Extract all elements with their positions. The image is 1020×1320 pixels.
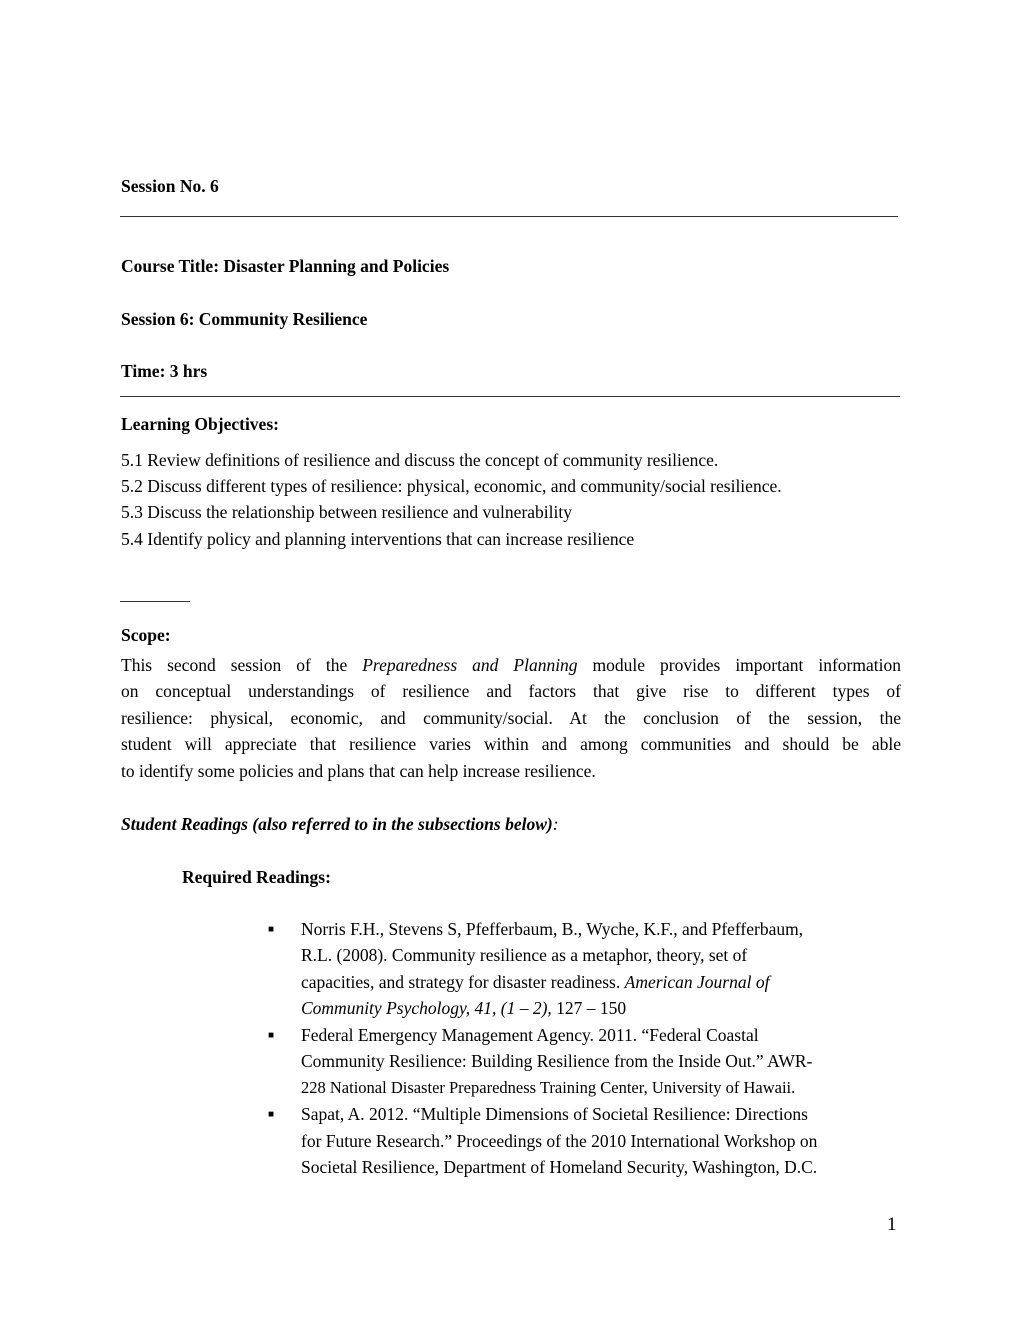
bullet-icon: ■ [268, 1030, 275, 1041]
reading-line: 228 National Disaster Preparedness Training Center, University of Hawaii. [301, 1078, 796, 1097]
objectives-heading: Learning Objectives: [121, 414, 279, 434]
scope-paragraph-line: student will appreciate that resilience varies within and among communities and should be able [121, 734, 901, 754]
divider-top [120, 216, 898, 217]
module-name: Preparedness and Planning [362, 655, 578, 675]
scope-paragraph-line: on conceptual understandings of resilience and factors that give rise to different types of [121, 681, 901, 701]
reading-line: Community Resilience: Building Resilience from the Inside Out.” AWR- [301, 1051, 813, 1071]
reading-line: R.L. (2008). Community resilience as a metaphor, theory, set of [301, 945, 748, 965]
reading-line: Societal Resilience, Department of Homeland Security, Washington, D.C. [301, 1157, 818, 1177]
colon: : [552, 814, 559, 834]
scope-paragraph-line: resilience: physical, economic, and community/social. At the conclusion of the session, the [121, 708, 901, 728]
reading-line: Sapat, A. 2012. “Multiple Dimensions of Societal Resilience: Directions [301, 1104, 808, 1124]
scope-heading: Scope: [121, 625, 171, 645]
student-readings-heading [121, 811, 559, 837]
scope-paragraph-line [121, 652, 901, 679]
scope-paragraph-line: to identify some policies and plans that can help increase resilience. [121, 761, 596, 781]
reading-line: Federal Emergency Management Agency. 2011. “Federal Coastal [301, 1025, 759, 1045]
session-time: Time: 3 hrs [121, 361, 208, 381]
student-readings-label: Student Readings (also referred to in the subsections below) [121, 814, 553, 834]
page-number: 1 [887, 1214, 897, 1235]
session-title: Session 6: Community Resilience [121, 309, 368, 329]
divider-short [120, 601, 190, 602]
objective-item: 5.2 Discuss different types of resilience: physical, economic, and community/social resilience. [121, 476, 782, 496]
reading-line [301, 995, 626, 1022]
objective-item: 5.3 Discuss the relationship between resilience and vulnerability [121, 502, 572, 522]
required-readings-heading: Required Readings: [182, 867, 331, 887]
reading-line: Norris F.H., Stevens S, Pfefferbaum, B., Wyche, K.F., and Pfefferbaum, [301, 919, 804, 939]
scope-text: This second session of the [121, 655, 363, 675]
reading-line: for Future Research.” Proceedings of the 2010 International Workshop on [301, 1131, 818, 1151]
journal-name: Community Psychology, 41, (1 – 2), [301, 998, 552, 1018]
session-number: Session No. 6 [121, 176, 219, 196]
bullet-icon: ■ [268, 1109, 275, 1120]
bullet-icon: ■ [268, 924, 275, 935]
objective-item: 5.1 Review definitions of resilience and discuss the concept of community resilience. [121, 450, 719, 470]
reading-line [301, 969, 769, 996]
course-title: Course Title: Disaster Planning and Policies [121, 256, 450, 276]
objective-item: 5.4 Identify policy and planning interventions that can increase resilience [121, 529, 635, 549]
scope-text: module provides important information [577, 655, 901, 675]
reading-text: capacities, and strategy for disaster readiness. [301, 972, 625, 992]
page-range: 127 – 150 [551, 998, 627, 1018]
divider-header-bottom [120, 396, 900, 397]
journal-name: American Journal of [624, 972, 770, 992]
